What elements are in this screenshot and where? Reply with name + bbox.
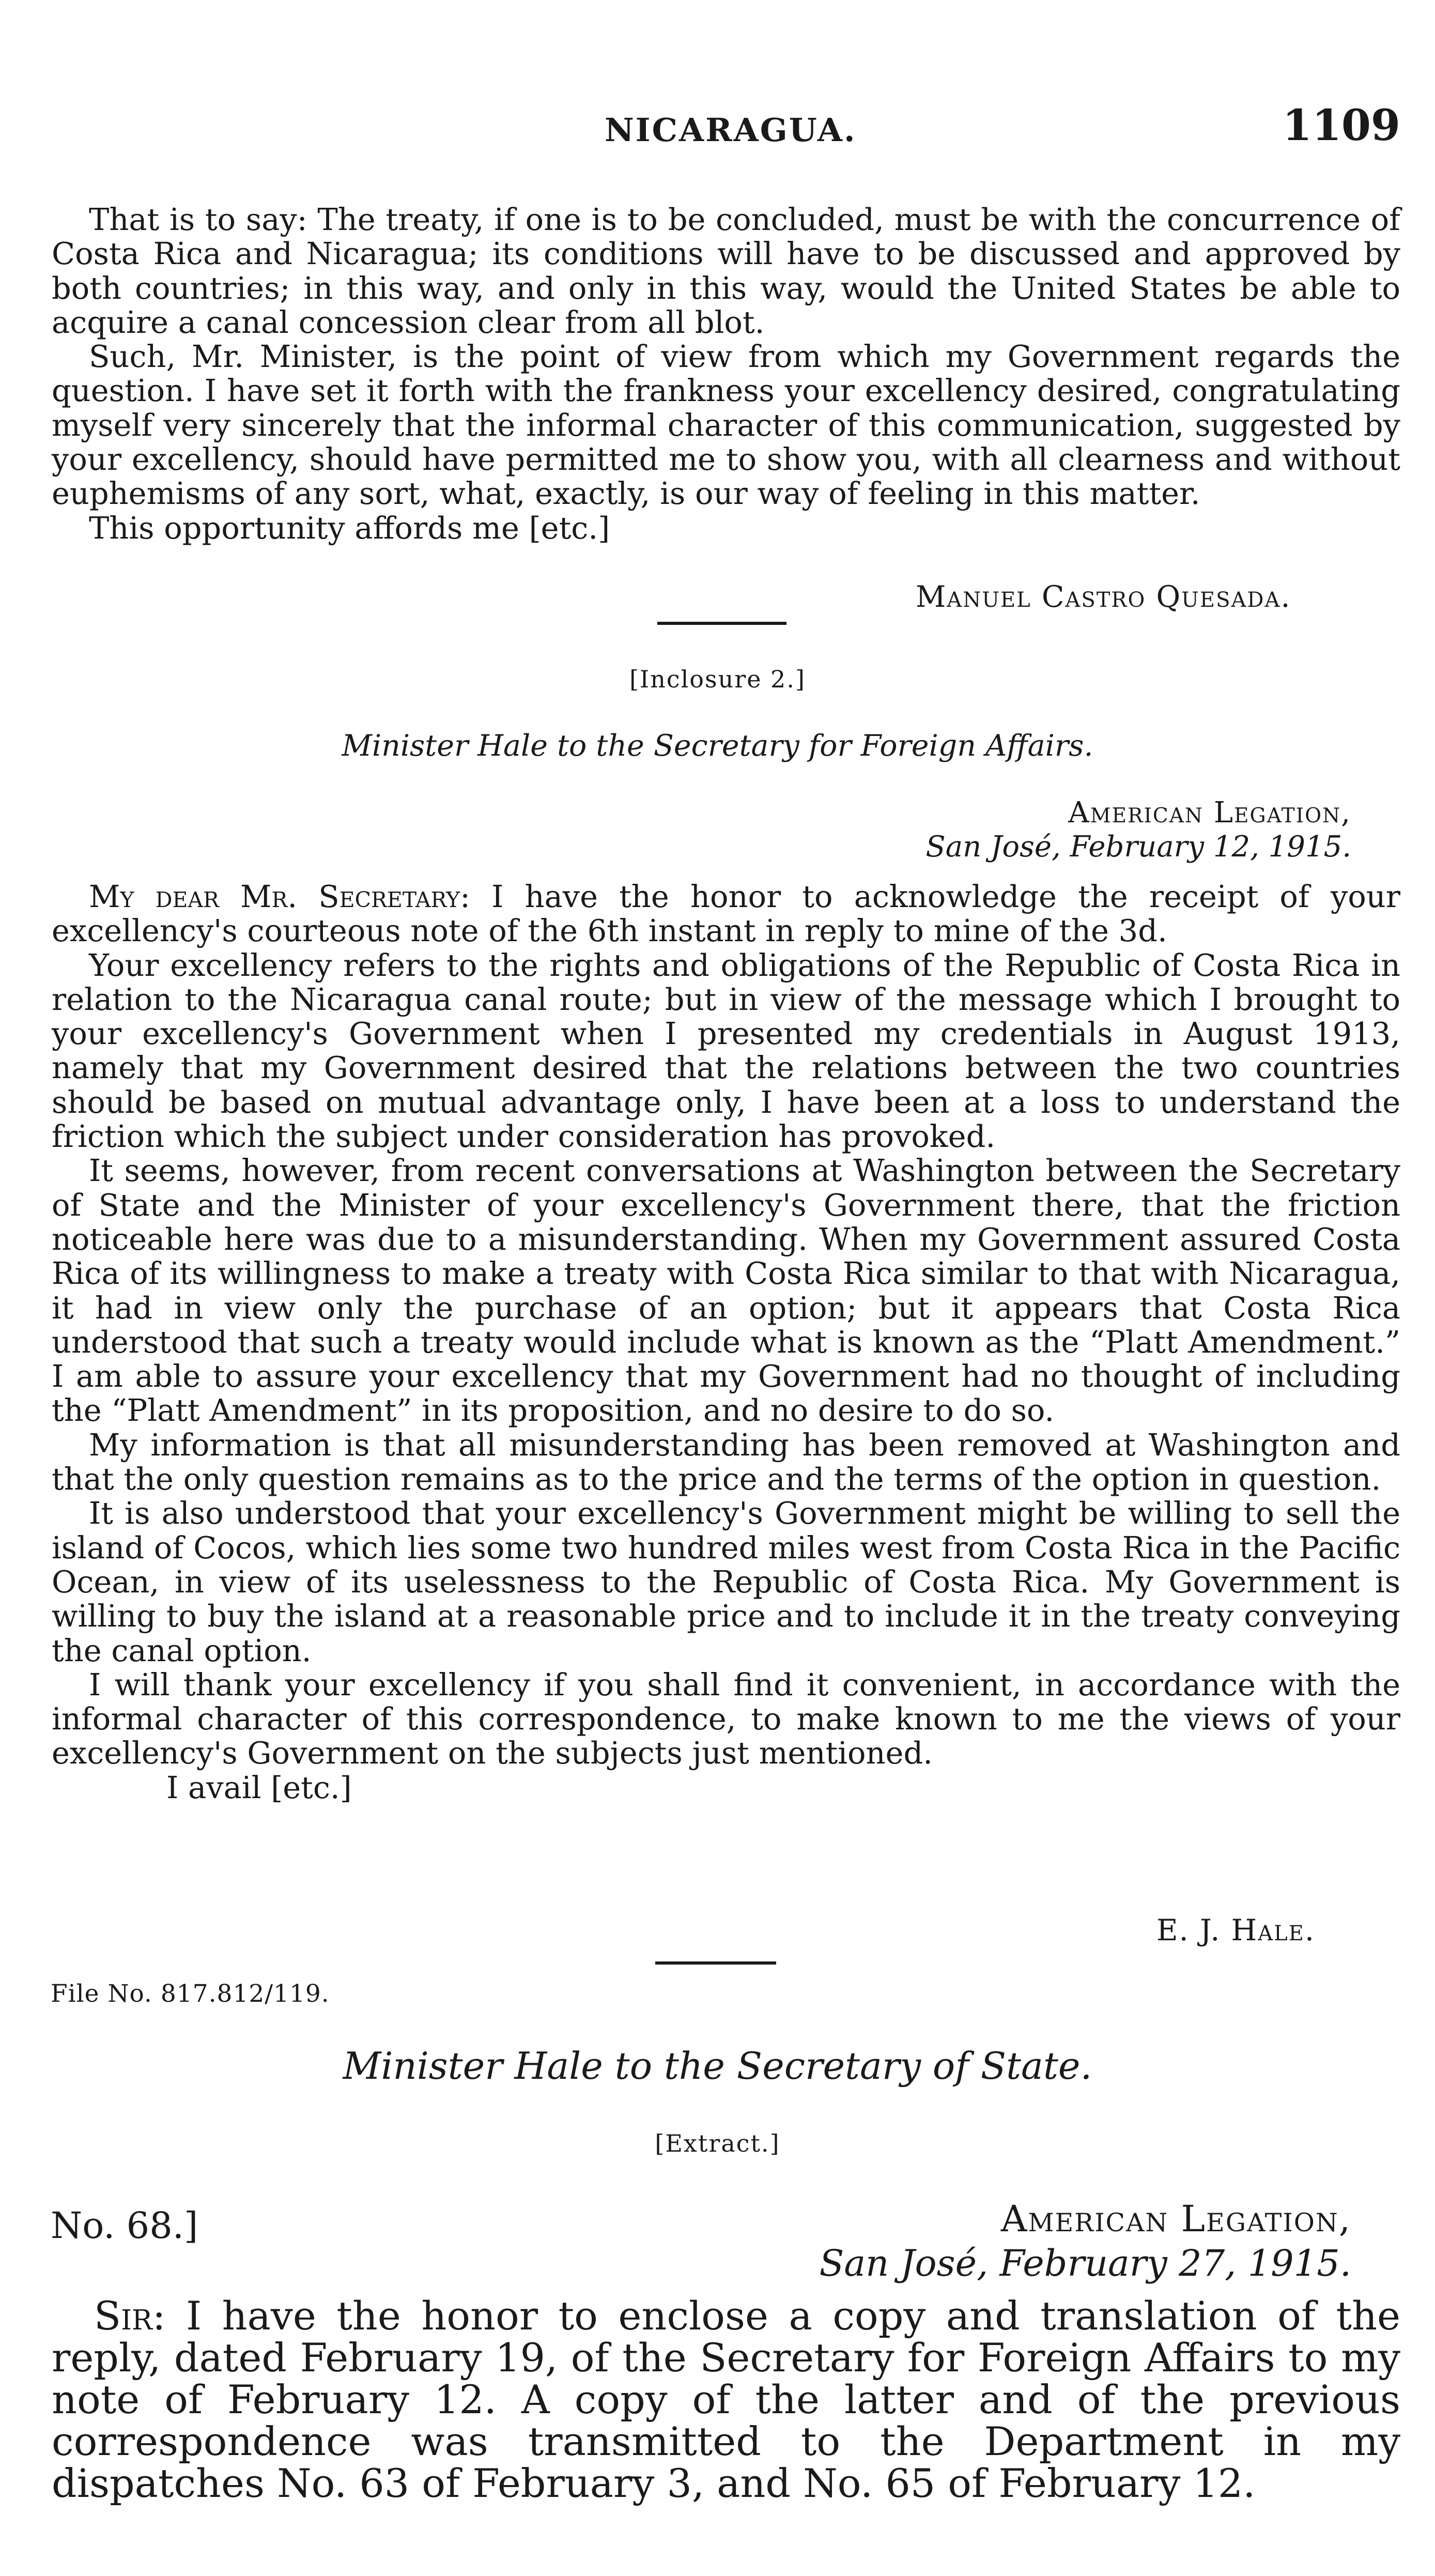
letter-body — [52, 880, 1400, 1805]
dispatch-number: No. 68.] — [51, 2204, 198, 2247]
paragraph: It seems, however, from recent conversations at Washington between the Secretary of State and the Minister of your excellency's Government there, that the friction noticeable here was due to a misunderstanding. When my Government assured Costa Rica of its willingness to make a treaty with Costa Rica similar to that with Nicaragua, it had in view only the purchase of an option; but it appears that Costa Rica understood that such a treaty would include what is known as the “Platt Amendment.” I am able to assure your excellency that my Government had no thought of including the “Platt Amendment” in its proposition, and no desire to do so. — [52, 1153, 1400, 1429]
paragraph-first — [52, 880, 1400, 948]
page-number: 1109 — [1282, 101, 1400, 150]
dispatch-paragraph — [52, 2295, 1400, 2504]
dispatch-title: Minister Hale to the Secretary of State. — [343, 2044, 1092, 2088]
dispatch-place: American Legation, — [1000, 2198, 1351, 2240]
dispatch-dateline — [819, 2197, 1351, 2286]
paragraph-text: I have the honor to acknowledge the receipt of your excellency's courteous note of the 6th instant in reply to mine of the 3d. — [52, 879, 1400, 949]
closing-line — [52, 1771, 1400, 1805]
dispatch-body — [52, 2295, 1400, 2504]
letter-title: Minister Hale to the Secretary for Foreign Affairs. — [342, 729, 1093, 763]
letter-continuation — [52, 203, 1400, 545]
dateline — [925, 796, 1351, 864]
paragraph: My information is that all misunderstanding has been removed at Washington and that the only question remains as to the price and the terms of the option in question. — [52, 1427, 1400, 1497]
dispatch-text: I have the honor to enclose a copy and translation of the reply, dated February 19, of the Secretary for Foreign Affairs to my note of February 12. A copy of the latter and of the previous correspondence was transmitted to the Department in my dispatches No. 63 of February 3, and No. 65 of February 12. — [52, 2293, 1400, 2506]
dateline-place: American Legation, — [1068, 796, 1351, 830]
file-number: File No. 817.812/119. — [51, 1980, 330, 2008]
paragraph: That is to say: The treaty, if one is to be concluded, must be with the concurrence of Costa Rica and Nicaragua; its conditions will have to be discussed and approved by both countries; in this way, and only in this way, would the United States be able to acquire a canal concession clear from all blot. — [52, 202, 1400, 340]
paragraph: This opportunity affords me [etc.] — [89, 510, 610, 546]
inclosure-label: [Inclosure 2.] — [629, 665, 806, 693]
paragraph: It is also understood that your excellency's Government might be willing to sell the island of Cocos, which lies some two hundred miles west from Costa Rica in the Pacific Ocean, in view of its uselessness to the Republic of Costa Rica. My Government is willing to buy the island at a reasonable price and to include it in the treaty conveying the canal option. — [52, 1495, 1400, 1668]
extract-label: [Extract.] — [655, 2129, 780, 2157]
dispatch-date: San José, February 27, 1915. — [819, 2242, 1351, 2284]
paragraph: I will thank your excellency if you shall find it convenient, in accordance with the informal character of this correspondence, to make known to me the views of your excellency's Government on the subjects just mentioned. — [52, 1666, 1400, 1771]
dispatch-salutation: Sir: — [94, 2293, 166, 2339]
closing-text: I avail [etc.] — [166, 1769, 352, 1805]
signature-quesada: Manuel Castro Quesada. — [916, 580, 1291, 614]
page-header — [47, 101, 1400, 152]
salutation: My dear Mr. Secretary: — [89, 879, 471, 914]
dateline-date: San José, February 12, 1915. — [925, 830, 1351, 864]
section-divider — [657, 622, 786, 625]
running-head: NICARAGUA. — [605, 111, 857, 149]
section-divider — [655, 1961, 776, 1965]
paragraph: Such, Mr. Minister, is the point of view from which my Government regards the question. I have set it forth with the frankness your excellency desired, congratulating myself very sincerely that the informal character of this communication, suggested by your excellency, should have permitted me to show you, with all clearness and without euphemisms of any sort, what, exactly, is our way of feeling in this matter. — [52, 339, 1400, 512]
signature-hale: E. J. Hale. — [1156, 1913, 1315, 1948]
paragraph: Your excellency refers to the rights and obligations of the Republic of Costa Rica in relation to the Nicaragua canal route; but in view of the message which I brought to your excellency's Government when I presented my credentials in August 1913, namely that my Government desired that the relations between the two countries should be based on mutual advantage only, I have been at a loss to understand the friction which the subject under consideration has provoked. — [52, 947, 1400, 1155]
